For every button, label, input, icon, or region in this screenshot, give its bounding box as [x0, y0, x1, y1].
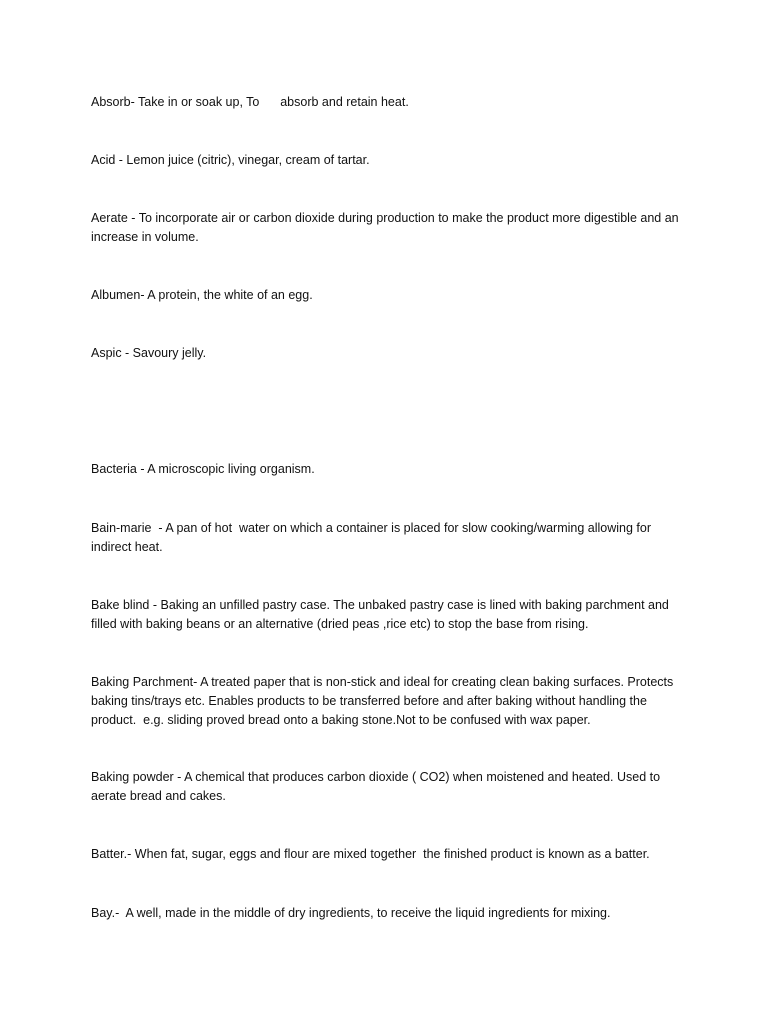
glossary-entry-absorb: Absorb- Take in or soak up, To absorb and retain heat. [91, 95, 409, 109]
glossary-entry-acid: Acid - Lemon juice (citric), vinegar, cream of tartar. [91, 153, 370, 167]
glossary-entry-aerate: Aerate - To incorporate air or carbon dioxide during production to make the product more digestible and an increase in volume. [91, 211, 683, 244]
glossary-entry-aspic: Aspic - Savoury jelly. [91, 346, 207, 360]
glossary-entry-baking-powder: Baking powder - A chemical that produces carbon dioxide ( CO2) when moistened and heated. Used to aerate bread and cakes. [91, 770, 664, 803]
glossary-entry-bacteria: Bacteria - A microscopic living organism. [91, 462, 315, 476]
glossary-entry-batter: Batter.- When fat, sugar, eggs and flour are mixed together the finished product is known as a batter. [91, 847, 650, 861]
glossary-entry-bake-blind: Bake blind - Baking an unfilled pastry case. The unbaked pastry case is lined with baking parchment and filled with baking beans or an alternative (dried peas ,rice etc) to stop the base from rising. [91, 598, 673, 631]
glossary-entry-albumen: Albumen- A protein, the white of an egg. [91, 288, 313, 302]
glossary-entry-bay: Bay.- A well, made in the middle of dry ingredients, to receive the liquid ingredients for mixing. [91, 906, 611, 920]
glossary-entry-bain-marie: Bain-marie - A pan of hot water on which a container is placed for slow cooking/warming allowing for indirect heat. [91, 521, 655, 554]
glossary-entry-baking-parchment: Baking Parchment- A treated paper that is non-stick and ideal for creating clean baking surfaces. Protects baking tins/trays etc. Enables products to be transferred before and after baking without handling the product. e.g. sliding proved bread onto a baking stone.Not to be confused with wax paper. [91, 675, 677, 727]
